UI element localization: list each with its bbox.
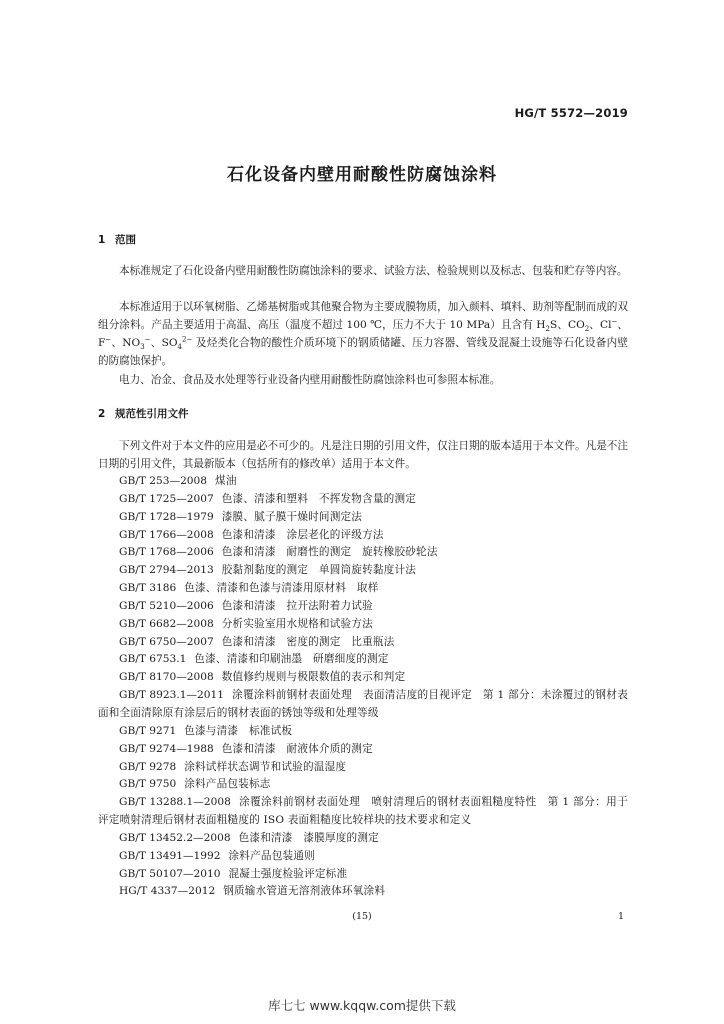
reference-code: GB/T 13452.2—2008 [119,831,231,844]
reference-item [98,473,628,491]
reference-code: GB/T 8923.1—2011 [119,689,224,702]
reference-code: GB/T 1766—2008 [119,528,214,541]
reference-name: 胶黏剂黏度的测定 单圆筒旋转黏度计法 [221,564,417,577]
page-number: 1 [617,911,624,922]
reference-name: 煤油 [215,475,237,487]
reference-code: GB/T 1725—2007 [119,492,214,505]
reference-code: GB/T 9274—1988 [119,742,214,755]
scope-paragraph-2-text: 本标准适用于以环氧树脂、乙烯基树脂或其他聚合物为主要成膜物质，加入颜料、填料、助剂等配制而成的双组分涂料。产品主要适用于高温、高压（温度不超过 100 ℃，压力不大于 10 MPa）且含有 H [98,301,628,331]
reference-code: GB/T 1768—2006 [119,546,214,559]
reference-name: 色漆、清漆和色漆与清漆用原材料 取样 [184,582,379,595]
reference-item [98,830,628,848]
reference-code: GB/T 2794—2013 [119,564,214,577]
reference-code: GB/T 253—2008 [119,475,208,487]
reference-name: 数值修约规则与极限数值的表示和判定 [221,671,406,684]
page-number-in-parens: (15) [352,911,372,922]
reference-name: 色漆、清漆和塑料 不挥发物含量的测定 [221,492,417,505]
reference-item [98,616,628,634]
reference-item [98,866,628,884]
reference-name: 混凝土强度检验评定标准 [228,867,348,880]
reference-item [98,776,628,794]
reference-name: 漆膜、腻子膜干燥时间测定法 [221,510,363,523]
reference-item [98,509,628,527]
document-title: 石化设备内壁用耐酸性防腐蚀涂料 [227,165,497,185]
reference-item [98,687,628,723]
standard-code: HG/T 5572—2019 [514,106,628,120]
reference-name: 分析实验室用水规格和试验方法 [221,617,373,630]
reference-code: GB/T 9271 [119,724,177,737]
reference-code: GB/T 50107—2010 [119,867,221,880]
reference-name: 色漆和清漆 密度的测定 比重瓶法 [221,635,395,648]
reference-code: GB/T 9278 [119,760,177,773]
reference-name: 涂料产品包装通则 [228,849,315,862]
reference-item [98,848,628,866]
section-number: 1 [98,234,106,246]
reference-item [98,491,628,509]
reference-item [98,669,628,687]
reference-code: GB/T 13491—1992 [119,849,221,862]
download-watermark: 库七七 www.kqqw.com提供下载 [268,998,456,1013]
reference-item [98,634,628,652]
section-2-heading [98,406,189,421]
reference-name: 色漆和清漆 涂层老化的评级方法 [221,528,384,541]
reference-item [98,598,628,616]
reference-item [98,883,628,901]
reference-item [98,527,628,545]
reference-item [98,580,628,598]
scope-paragraph-1: 本标准规定了石化设备内壁用耐酸性防腐蚀涂料的要求、试验方法、检验规则以及标志、包装和贮存等内容。 [119,265,628,277]
reference-item [98,544,628,562]
section-title: 范围 [115,234,136,246]
reference-name: 色漆和清漆 拉开法附着力试验 [221,599,373,612]
reference-code: GB/T 6750—2007 [119,635,214,648]
reference-name: 涂覆涂料前钢材表面处理 喷射清理后的钢材表面粗糙度特性 第 1 部分：用于评定喷射清理后钢材表面粗糙度的 ISO 表面粗糙度比较样块的技术要求和定义 [98,796,628,827]
reference-item [98,794,628,830]
reference-name: 色漆和清漆 耐液体介质的测定 [221,742,373,755]
scope-paragraph-3: 电力、冶金、食品及水处理等行业设备内壁用耐酸性防腐蚀涂料也可参照本标准。 [119,374,501,386]
reference-list [98,473,628,901]
reference-item [98,651,628,669]
scope-paragraph-2: 本标准适用于以环氧树脂、乙烯基树脂或其他聚合物为主要成膜物质，加入颜料、填料、助剂等配制而成的双组分涂料。产品主要适用于高温、高压（温度不超过 100 ℃，压力不大于 10 MPa）且含有 $H_2S$、$CO_2$、Cl−、F−、$NO_3^-$、$SO_4^{2-}$ 及烃类化合物的酸性介质环境下的钢质储罐、压力容器、管线及混凝土设施等石化设备内壁的防腐蚀保护。 [98,301,628,367]
reference-code: GB/T 1728—1979 [119,510,214,523]
reference-code: HG/T 4337—2012 [119,885,216,898]
reference-name: 钢质输水管道无溶剂液体环氧涂料 [223,885,386,898]
reference-item [98,759,628,777]
reference-item [98,741,628,759]
reference-name: 色漆、清漆和印刷油墨 研磨细度的测定 [194,653,389,666]
reference-code: GB/T 8170—2008 [119,671,214,684]
reference-code: GB/T 3186 [119,582,177,595]
scope-paragraph-2-tail: 及烃类化合物的酸性介质环境下的钢质储罐、压力容器、管线及混凝土设施等石化设备内壁的防腐蚀保护。 [98,337,628,367]
reference-name: 色漆和清漆 漆膜厚度的测定 [238,831,379,844]
reference-name: 色漆和清漆 耐磨性的测定 旋转橡胶砂轮法 [221,546,438,559]
reference-name: 涂覆涂料前钢材表面处理 表面清洁度的目视评定 第 1 部分：未涂覆过的钢材表面和全面清除原有涂层后的钢材表面的锈蚀等级和处理等级 [98,689,628,719]
references-intro: 下列文件对于本文件的应用是必不可少的。凡是注日期的引用文件，仅注日期的版本适用于本文件。凡是不注日期的引用文件，其最新版本（包括所有的修改单）适用于本文件。 [98,440,628,470]
reference-name: 涂料试样状态调节和试验的温湿度 [184,760,347,773]
section-number: 2 [98,408,106,420]
reference-code: GB/T 13288.1—2008 [119,796,231,809]
reference-name: 色漆与清漆 标准试板 [184,724,293,737]
reference-code: GB/T 5210—2006 [119,599,214,612]
reference-code: GB/T 6682—2008 [119,617,214,630]
reference-item [98,723,628,741]
reference-item [98,562,628,580]
section-1-heading [98,232,136,247]
section-title: 规范性引用文件 [115,408,189,420]
reference-name: 涂料产品包装标志 [184,778,271,791]
reference-code: GB/T 6753.1 [119,653,187,666]
reference-code: GB/T 9750 [119,778,177,791]
